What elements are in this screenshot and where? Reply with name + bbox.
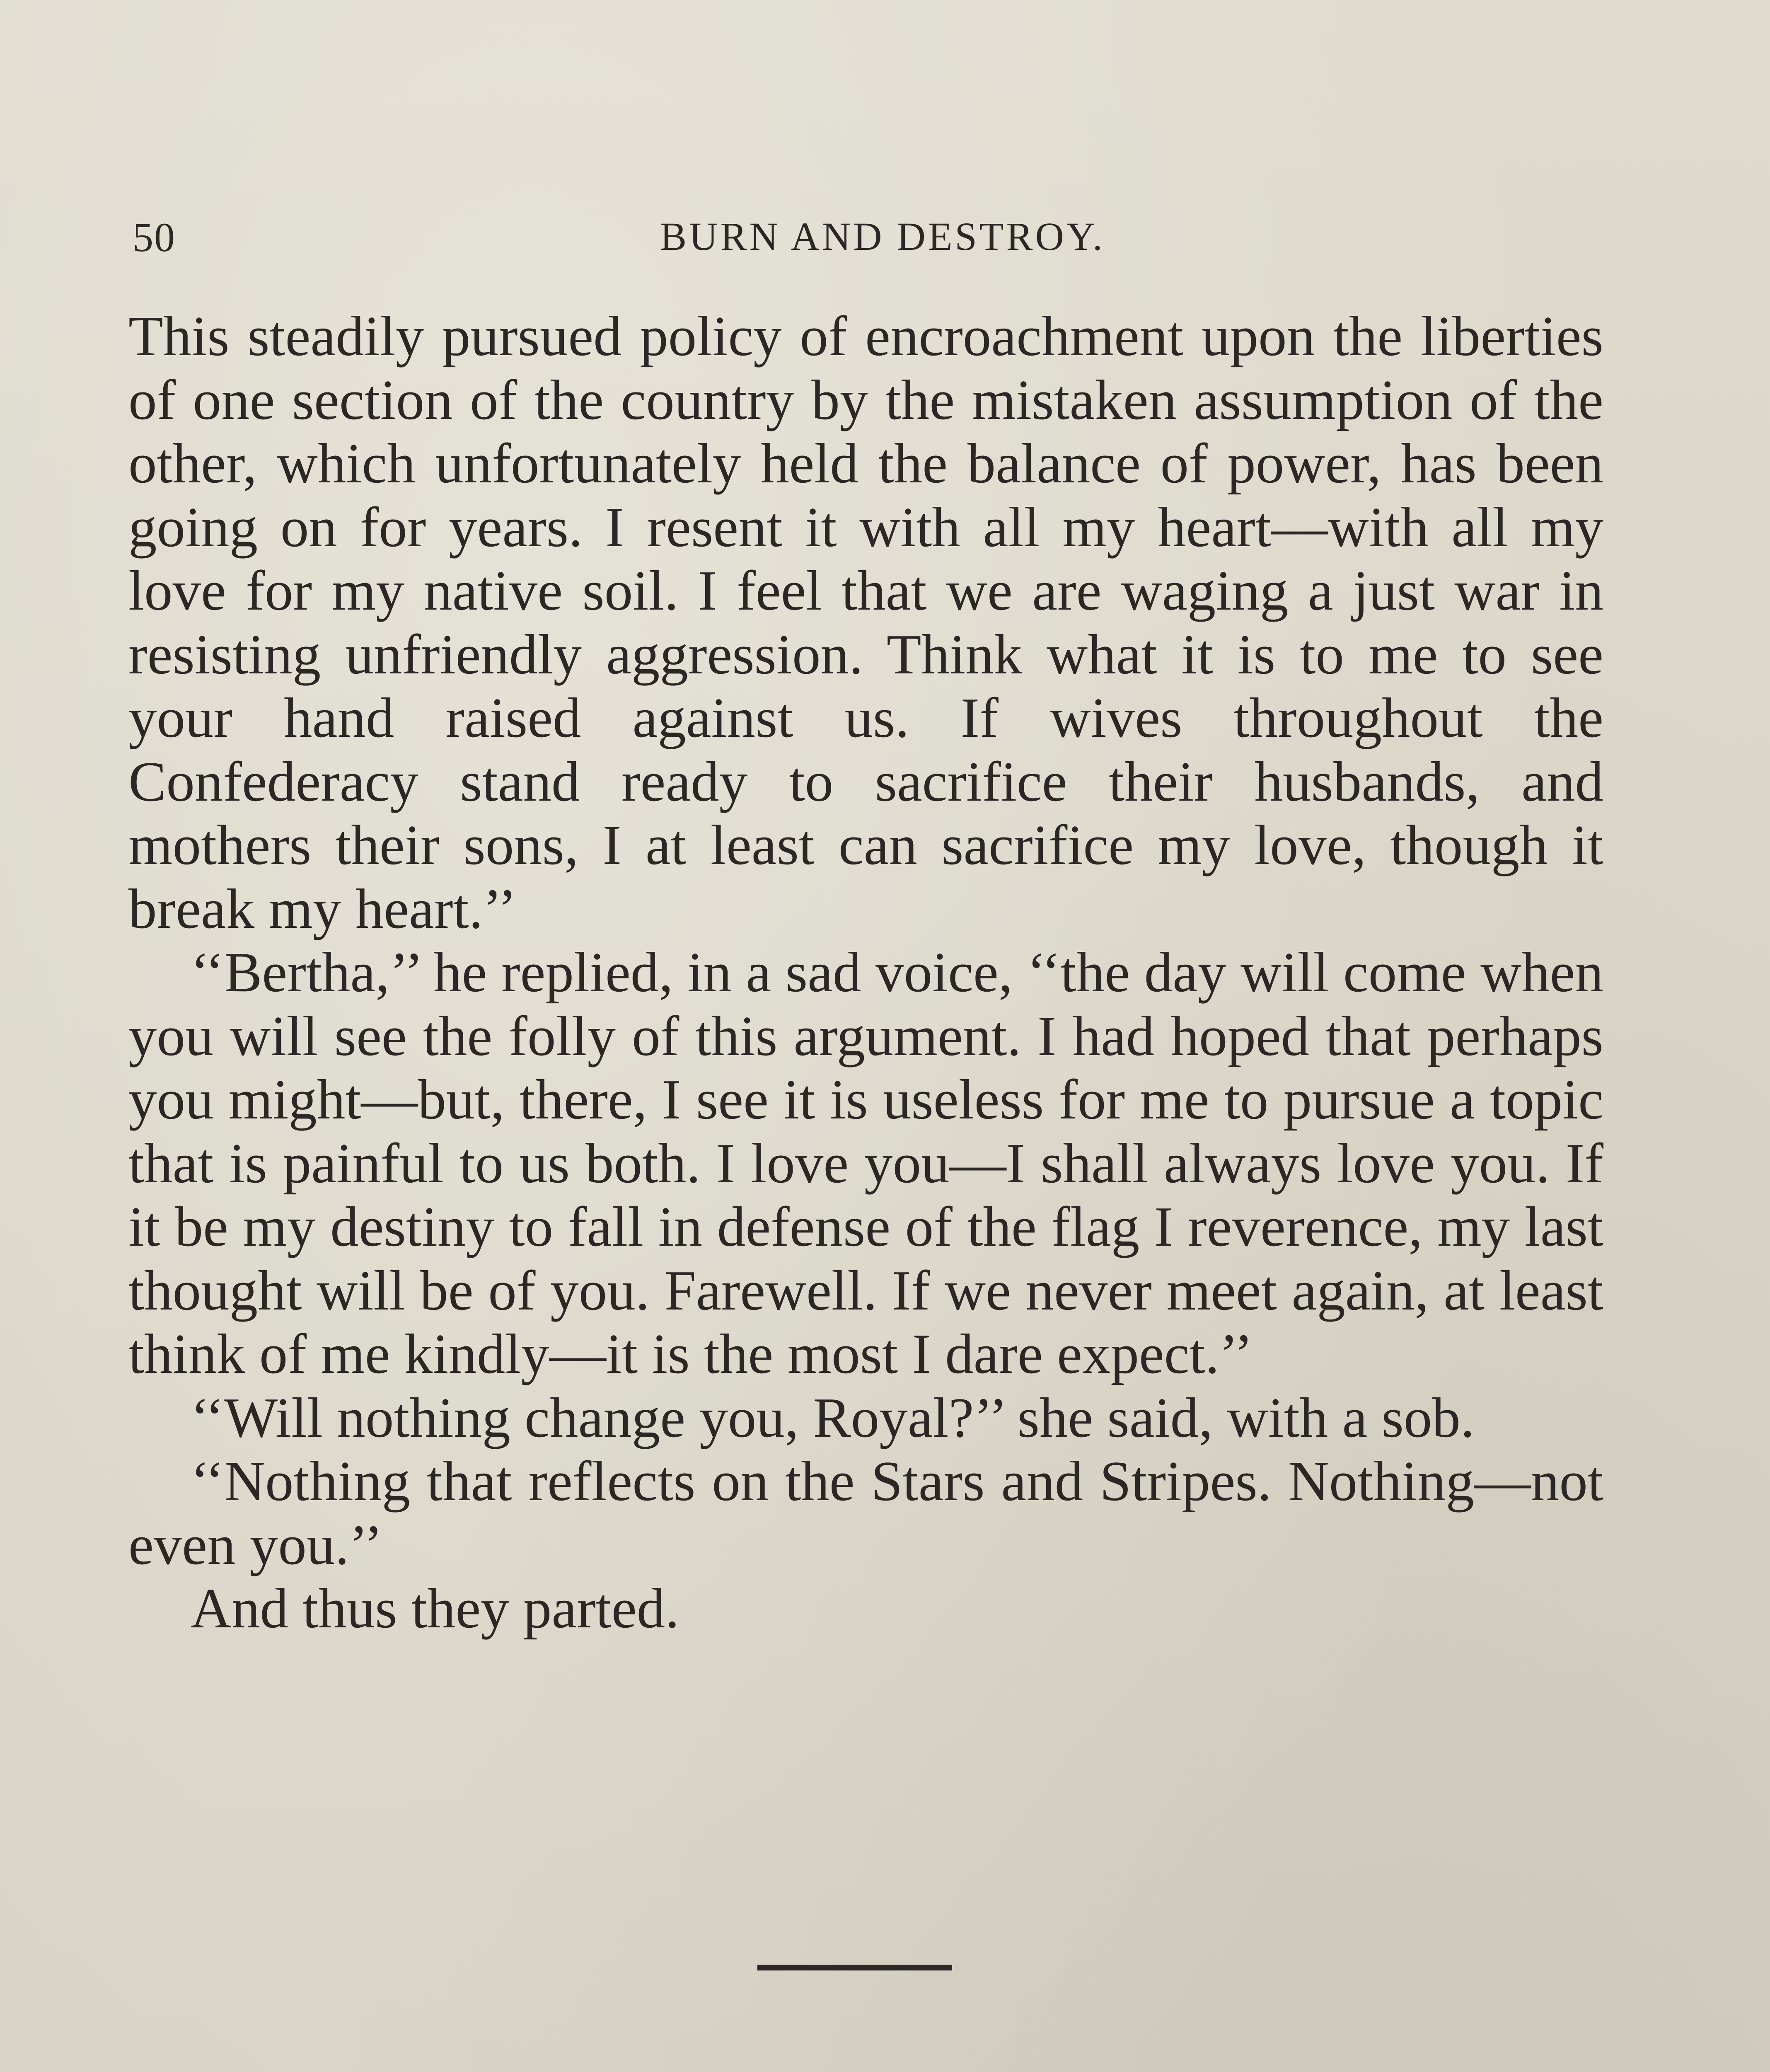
section-divider [757, 1965, 952, 1970]
body-paragraph: And thus they parted. [191, 1577, 679, 1640]
body-paragraph: ‘‘Nothing that reflects on the Stars and Stripes. Nothing—not even you.’’ [128, 1450, 1603, 1576]
page-header [133, 213, 1632, 263]
body-paragraph: ‘‘Bertha,’’ he replied, in a sad voice, ‘‘the day will come when you will see the folly of this argument. I had hoped that perhaps you might—but, there, I see it is useless for me to pursue a topic that is painful to us both. I love you—I shall always love you. If it be my destiny to fall in defense of the flag I reverence, my last thought will be of you. Farewell. If we never meet again, at least think of me kindly—it is the most I dare expect.’’ [128, 941, 1603, 1385]
page-number: 50 [133, 214, 176, 260]
body-text [128, 305, 1603, 1641]
body-paragraph: ‘‘Will nothing change you, Royal?’’ she said, with a sob. [191, 1386, 1475, 1449]
running-head: BURN AND DESTROY. [660, 214, 1105, 259]
body-paragraph: This steadily pursued policy of encroachment upon the liberties of one section of the country by the mistaken assumption of the other, which unfortunately held the balance of power, has been going on for years. I resent it with all my heart—with all my love for my native soil. I feel that we are waging a just war in resisting unfriendly aggression. Think what it is to me to see your hand raised against us. If wives throughout the Confederacy stand ready to sacrifice their husbands, and mothers their sons, I at least can sacrifice my love, though it break my heart.’’ [128, 305, 1603, 940]
